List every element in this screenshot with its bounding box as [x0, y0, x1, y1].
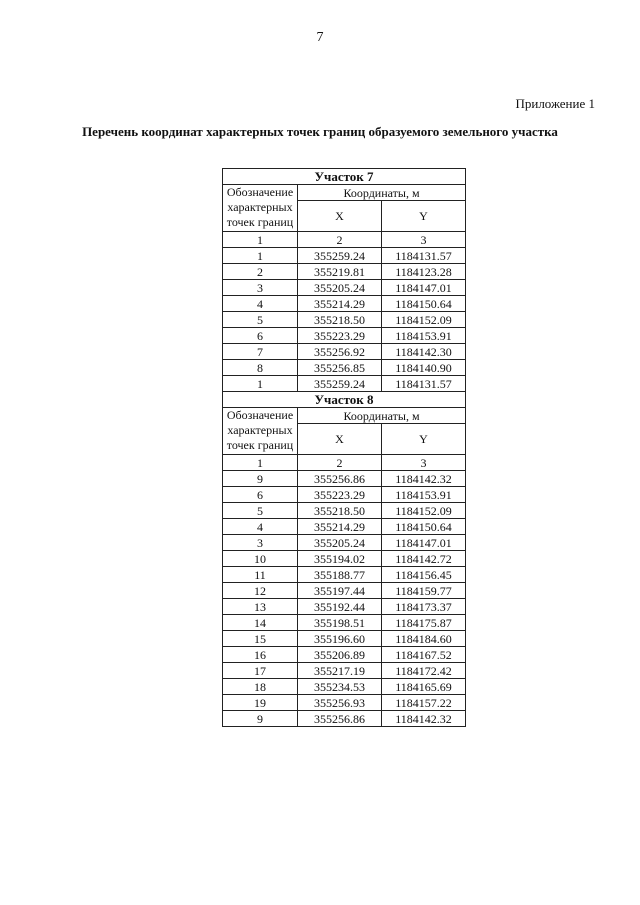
column-number: 1: [223, 232, 298, 248]
x-coordinate: 355218.50: [298, 312, 382, 328]
plot-title-row: [223, 392, 466, 408]
appendix-label: Приложение 1: [515, 96, 595, 111]
x-coordinate: 355223.29: [298, 487, 382, 503]
table-row: [223, 328, 466, 344]
header-row: [223, 408, 466, 424]
y-coordinate: 1184142.30: [382, 344, 466, 360]
y-coordinate: 1184147.01: [382, 280, 466, 296]
table-row: [223, 376, 466, 392]
point-number: 6: [223, 328, 298, 344]
point-number: 9: [223, 471, 298, 487]
x-coordinate: 355192.44: [298, 599, 382, 615]
y-coordinate: 1184173.37: [382, 599, 466, 615]
x-coordinate: 355256.86: [298, 471, 382, 487]
point-number: 3: [223, 535, 298, 551]
point-number: 6: [223, 487, 298, 503]
column-number-row: [223, 455, 466, 471]
table-row: [223, 647, 466, 663]
x-coordinate: 355223.29: [298, 328, 382, 344]
y-coordinate: 1184167.52: [382, 647, 466, 663]
x-coordinate: 355218.50: [298, 503, 382, 519]
x-coordinate: 355256.85: [298, 360, 382, 376]
table-row: [223, 312, 466, 328]
x-coordinate: 355197.44: [298, 583, 382, 599]
y-coordinate: 1184159.77: [382, 583, 466, 599]
y-coordinate: 1184123.28: [382, 264, 466, 280]
y-coordinate: 1184153.91: [382, 328, 466, 344]
table-row: [223, 631, 466, 647]
page-number: 7: [316, 30, 324, 45]
x-coordinate: 355219.81: [298, 264, 382, 280]
point-number: 12: [223, 583, 298, 599]
table-row: [223, 503, 466, 519]
x-coordinate: 355259.24: [298, 376, 382, 392]
y-coordinate: 1184150.64: [382, 296, 466, 312]
point-number: 13: [223, 599, 298, 615]
header-row: [223, 185, 466, 201]
x-coordinate: 355259.24: [298, 248, 382, 264]
point-number: 17: [223, 663, 298, 679]
x-coordinate: 355205.24: [298, 535, 382, 551]
y-coordinate: 1184157.22: [382, 695, 466, 711]
point-number: 10: [223, 551, 298, 567]
y-coordinate: 1184152.09: [382, 503, 466, 519]
point-number: 7: [223, 344, 298, 360]
point-number: 3: [223, 280, 298, 296]
x-coordinate: 355196.60: [298, 631, 382, 647]
x-coordinate: 355205.24: [298, 280, 382, 296]
table-row: [223, 535, 466, 551]
y-coordinate: 1184150.64: [382, 519, 466, 535]
point-number: 1: [223, 248, 298, 264]
coordinates-table-body: [223, 169, 466, 727]
table-row: [223, 519, 466, 535]
x-coordinate: 355256.93: [298, 695, 382, 711]
x-coordinate: 355206.89: [298, 647, 382, 663]
point-number: 9: [223, 711, 298, 727]
column-number: 1: [223, 455, 298, 471]
point-number: 19: [223, 695, 298, 711]
y-coordinate: 1184153.91: [382, 487, 466, 503]
point-number: 4: [223, 519, 298, 535]
column-number-row: [223, 232, 466, 248]
x-coordinate: 355214.29: [298, 296, 382, 312]
coordinates-table: [222, 168, 466, 727]
point-number: 4: [223, 296, 298, 312]
y-coordinate: 1184165.69: [382, 679, 466, 695]
table-row: [223, 567, 466, 583]
point-number: 1: [223, 376, 298, 392]
x-coordinate: 355256.86: [298, 711, 382, 727]
table-row: [223, 296, 466, 312]
table-row: [223, 264, 466, 280]
x-coordinate: 355217.19: [298, 663, 382, 679]
x-header: X: [298, 201, 382, 232]
y-header: Y: [382, 424, 466, 455]
plot-title-row: [223, 169, 466, 185]
plot-title: Участок 8: [223, 392, 466, 408]
x-coordinate: 355234.53: [298, 679, 382, 695]
table-row: [223, 487, 466, 503]
column-number: 3: [382, 232, 466, 248]
y-coordinate: 1184140.90: [382, 360, 466, 376]
column-number: 3: [382, 455, 466, 471]
table-row: [223, 360, 466, 376]
x-coordinate: 355198.51: [298, 615, 382, 631]
table-row: [223, 344, 466, 360]
y-coordinate: 1184131.57: [382, 248, 466, 264]
table-row: [223, 711, 466, 727]
y-coordinate: 1184147.01: [382, 535, 466, 551]
point-number: 11: [223, 567, 298, 583]
table-row: [223, 471, 466, 487]
point-number: 15: [223, 631, 298, 647]
point-number: 16: [223, 647, 298, 663]
x-coordinate: 355188.77: [298, 567, 382, 583]
plot-title: Участок 7: [223, 169, 466, 185]
y-coordinate: 1184175.87: [382, 615, 466, 631]
point-number: 5: [223, 312, 298, 328]
y-coordinate: 1184131.57: [382, 376, 466, 392]
y-coordinate: 1184172.42: [382, 663, 466, 679]
designation-header: Обозначение характерных точек границ: [223, 185, 298, 232]
point-number: 8: [223, 360, 298, 376]
x-coordinate: 355214.29: [298, 519, 382, 535]
table-row: [223, 280, 466, 296]
point-number: 18: [223, 679, 298, 695]
column-number: 2: [298, 455, 382, 471]
point-number: 2: [223, 264, 298, 280]
table-row: [223, 248, 466, 264]
table-row: [223, 663, 466, 679]
y-coordinate: 1184152.09: [382, 312, 466, 328]
coordinates-header: Координаты, м: [298, 408, 466, 424]
table-row: [223, 679, 466, 695]
x-coordinate: 355256.92: [298, 344, 382, 360]
table-row: [223, 551, 466, 567]
table-row: [223, 583, 466, 599]
y-coordinate: 1184184.60: [382, 631, 466, 647]
y-coordinate: 1184142.32: [382, 471, 466, 487]
point-number: 5: [223, 503, 298, 519]
table-row: [223, 695, 466, 711]
x-header: X: [298, 424, 382, 455]
y-coordinate: 1184142.72: [382, 551, 466, 567]
table-row: [223, 599, 466, 615]
x-coordinate: 355194.02: [298, 551, 382, 567]
coordinates-header: Координаты, м: [298, 185, 466, 201]
column-number: 2: [298, 232, 382, 248]
y-coordinate: 1184142.32: [382, 711, 466, 727]
y-header: Y: [382, 201, 466, 232]
table-row: [223, 615, 466, 631]
document-title: Перечень координат характерных точек границ образуемого земельного участка: [82, 124, 558, 139]
designation-header: Обозначение характерных точек границ: [223, 408, 298, 455]
y-coordinate: 1184156.45: [382, 567, 466, 583]
point-number: 14: [223, 615, 298, 631]
